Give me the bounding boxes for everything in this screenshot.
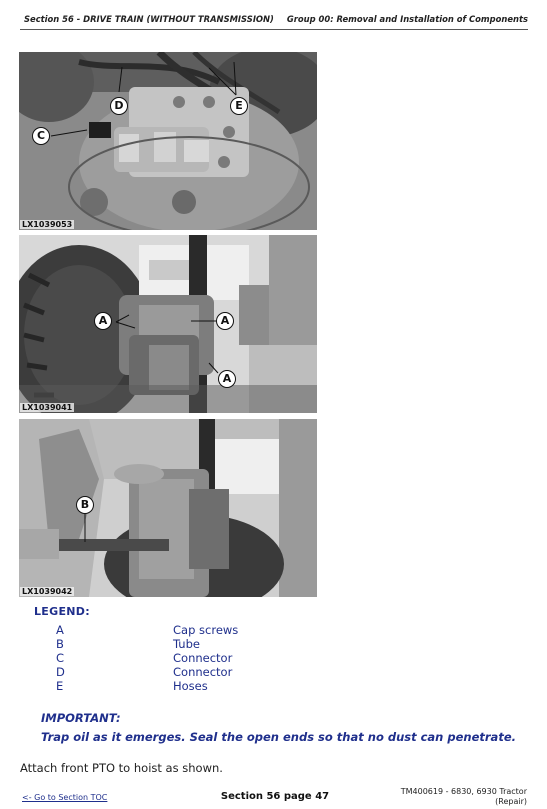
figure-2-photo [19,235,317,413]
figure-3-illustration [19,419,317,597]
manual-id [401,787,527,807]
figure-1-photo [19,52,317,230]
callout-e: E [230,97,248,115]
callout-c: C [32,127,50,145]
legend-value: Tube [173,637,200,651]
legend-value: Cap screws [173,623,239,637]
callout-a-left: A [94,312,112,330]
figure-3-photo [19,419,317,597]
callout-b: B [76,496,94,514]
figure-1-illustration [19,52,317,230]
legend-key: A [56,623,64,637]
callout-d: D [110,97,128,115]
section-title: Section 56 - DRIVE TRAIN (WITHOUT TRANSMISSION) [24,14,274,24]
legend-key: D [56,665,65,679]
legend-key: C [56,651,65,665]
manual-title: TM400619 - 6830, 6930 Tractor [400,787,527,796]
page-footer [0,787,547,809]
page-number: Section 56 page 47 [220,791,330,802]
header-rule [20,29,528,30]
legend-value: Connector [173,665,233,679]
legend-key: E [56,679,64,693]
figure-3-id: LX1039042 [22,587,73,596]
callout-a-right: A [216,312,234,330]
important-title: IMPORTANT: [41,711,121,725]
legend-key: B [56,637,64,651]
callout-a-bottom: A [218,370,236,388]
manual-subtitle: (Repair) [495,797,527,806]
instruction-text: Attach front PTO to hoist as shown. [20,761,223,775]
important-text: Trap oil as it emerges. Seal the open ends so that no dust can penetrate. [41,730,516,744]
legend-title: LEGEND: [34,605,90,618]
figure-2-id: LX1039041 [22,403,73,412]
figure-1-id: LX1039053 [22,220,73,229]
legend-value: Connector [173,651,233,665]
group-title: Group 00: Removal and Installation of Components [286,14,528,24]
page-header [20,10,528,26]
figure-2-illustration [19,235,317,413]
legend-value: Hoses [173,679,208,693]
toc-link[interactable]: <- Go to Section TOC [22,793,108,802]
